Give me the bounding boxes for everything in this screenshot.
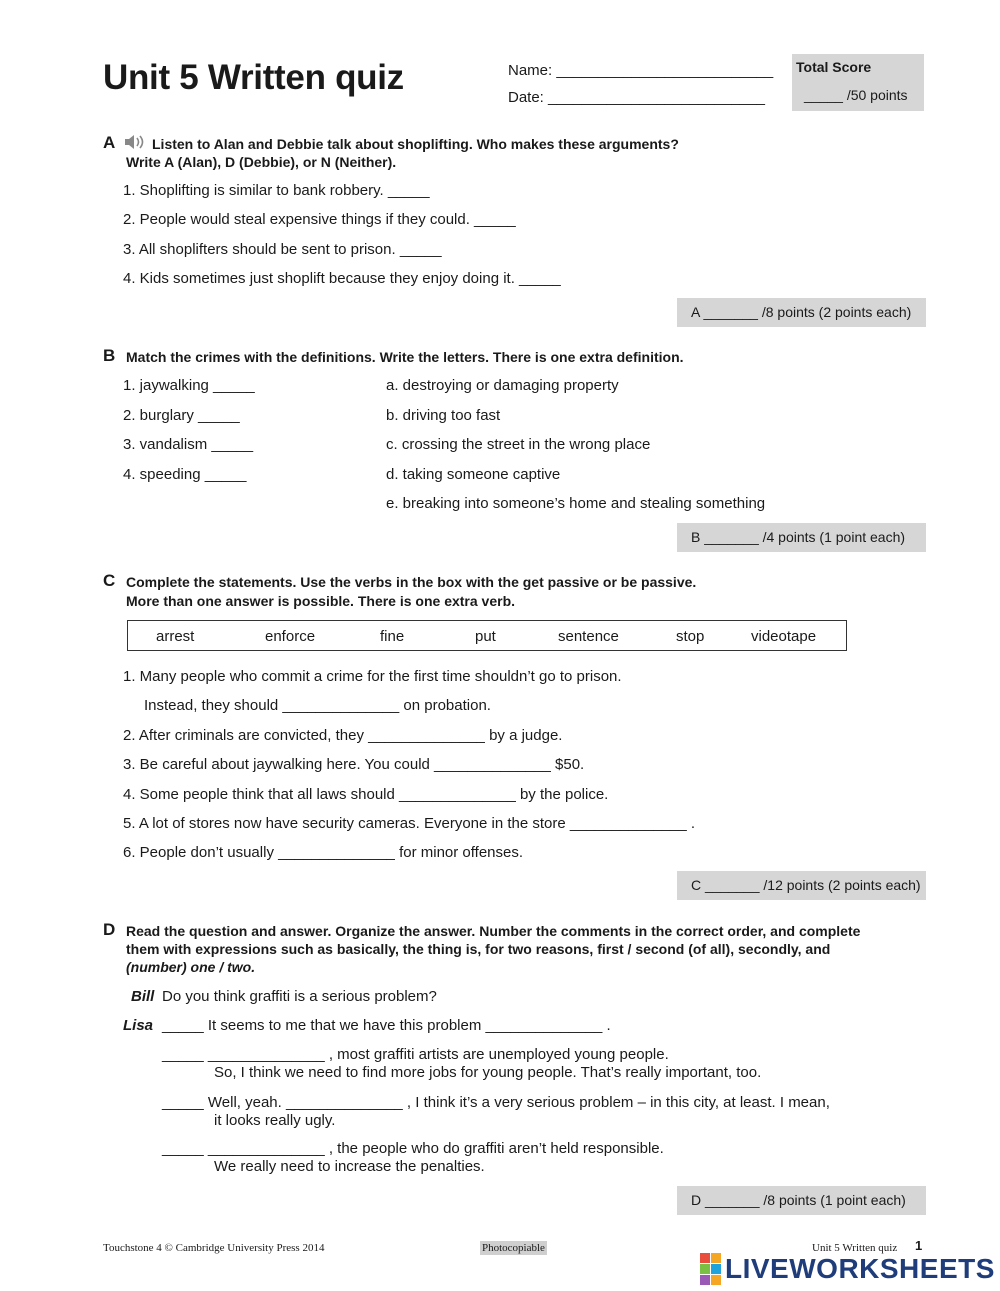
verb-videotape: videotape <box>751 628 817 645</box>
section-c-letter: C <box>103 571 116 590</box>
section-c-item-3[interactable]: 3. Be careful about jaywalking here. You could ______________ $50. <box>123 756 585 773</box>
section-c-instruction-1: Complete the statements. Use the verbs in the box with the get passive or be passive. <box>126 574 697 590</box>
section-a-letter: A <box>103 133 116 152</box>
liveworksheets-text: LIVEWORKSHEETS <box>725 1253 995 1284</box>
total-score-points[interactable]: _____ /50 points <box>804 87 908 103</box>
section-d-instruction-2: them with expressions such as basically, the thing is, for two reasons, first / second (of all), secondly, and <box>126 941 831 957</box>
date-field[interactable]: Date: __________________________ <box>508 89 765 106</box>
verb-box <box>127 620 847 651</box>
total-score-label: Total Score <box>796 59 872 75</box>
verb-enforce: enforce <box>265 628 316 645</box>
lisa-line-4b: We really need to increase the penalties. <box>214 1158 485 1175</box>
lisa-line-3b: it looks really ugly. <box>214 1112 336 1129</box>
footer-photocopiable: Photocopiable <box>482 1242 545 1254</box>
section-d-letter: D <box>103 920 116 939</box>
total-score-box <box>792 54 924 111</box>
footer-quiz-name: Unit 5 Written quiz <box>812 1242 898 1254</box>
page-number: 1 <box>915 1238 923 1253</box>
section-c-item-1b[interactable]: Instead, they should ______________ on probation. <box>144 697 491 714</box>
verb-put: put <box>475 628 496 645</box>
speaker-lisa: Lisa <box>123 1017 154 1034</box>
lisa-line-1[interactable]: _____ It seems to me that we have this problem ______________ . <box>162 1017 611 1034</box>
section-d-instruction-3: (number) one / two. <box>126 959 256 975</box>
section-b-definition-c: c. crossing the street in the wrong place <box>386 436 651 453</box>
lisa-line-2[interactable]: _____ ______________ , most graffiti artists are unemployed young people. <box>162 1046 669 1063</box>
section-b-definition-d: d. taking someone captive <box>386 466 561 483</box>
section-a-item-2[interactable]: 2. People would steal expensive things if they could. _____ <box>123 211 516 228</box>
verb-stop: stop <box>676 628 705 645</box>
section-b-crime-3[interactable]: 3. vandalism _____ <box>123 436 254 453</box>
section-b-points: B _______ /4 points (1 point each) <box>677 523 926 552</box>
section-a-item-3[interactable]: 3. All shoplifters should be sent to prison. _____ <box>123 241 442 258</box>
section-b-definition-a: a. destroying or damaging property <box>386 377 619 394</box>
section-a-item-1[interactable]: 1. Shoplifting is similar to bank robbery. _____ <box>123 182 430 199</box>
verb-sentence: sentence <box>558 628 619 645</box>
section-b-definition-b: b. driving too fast <box>386 407 501 424</box>
section-b-crime-4[interactable]: 4. speeding _____ <box>123 466 247 483</box>
section-c-item-2[interactable]: 2. After criminals are convicted, they ______________ by a judge. <box>123 727 563 744</box>
section-b-instruction: Match the crimes with the definitions. Write the letters. There is one extra definition. <box>126 349 684 365</box>
name-field[interactable]: Name: __________________________ <box>508 62 774 79</box>
page-title: Unit 5 Written quiz <box>103 58 404 97</box>
section-b-definition-e: e. breaking into someone’s home and stealing something <box>386 495 766 512</box>
section-a-instruction-2: Write A (Alan), D (Debbie), or N (Neither). <box>126 154 397 170</box>
section-c-item-1: 1. Many people who commit a crime for the first time shouldn’t go to prison. <box>123 668 622 685</box>
bill-question: Do you think graffiti is a serious problem? <box>162 988 437 1005</box>
section-a-item-4[interactable]: 4. Kids sometimes just shoplift because they enjoy doing it. _____ <box>123 270 561 287</box>
verb-fine: fine <box>380 628 405 645</box>
section-c-instruction-2: More than one answer is possible. There is one extra verb. <box>126 593 516 609</box>
verb-arrest: arrest <box>156 628 195 645</box>
speaker-icon[interactable] <box>124 134 146 155</box>
lisa-line-3[interactable]: _____ Well, yeah. ______________ , I think it’s a very serious problem – in this city, at least. I mean, <box>162 1094 830 1111</box>
section-c-points: C _______ /12 points (2 points each) <box>677 871 926 900</box>
section-d-instruction-1: Read the question and answer. Organize the answer. Number the comments in the correct order, and complete <box>126 923 861 939</box>
section-d-points: D _______ /8 points (1 point each) <box>677 1186 926 1215</box>
section-b-letter: B <box>103 346 116 365</box>
lisa-line-4[interactable]: _____ ______________ , the people who do graffiti aren’t held responsible. <box>162 1140 664 1157</box>
liveworksheets-logo-icon <box>700 1253 721 1285</box>
lisa-line-2b: So, I think we need to find more jobs for young people. That’s really important, too. <box>214 1064 762 1081</box>
speaker-bill: Bill <box>131 988 155 1005</box>
section-c-item-6[interactable]: 6. People don’t usually ______________ for minor offenses. <box>123 844 524 861</box>
section-c-item-5[interactable]: 5. A lot of stores now have security cameras. Everyone in the store ______________ . <box>123 815 696 832</box>
section-b-crime-1[interactable]: 1. jaywalking _____ <box>123 377 255 394</box>
footer-copyright: Touchstone 4 © Cambridge University Press 2014 <box>103 1242 325 1254</box>
section-a-instruction-1: Listen to Alan and Debbie talk about shoplifting. Who makes these arguments? <box>152 136 679 152</box>
section-a-points: A _______ /8 points (2 points each) <box>677 298 926 327</box>
liveworksheets-watermark <box>700 1253 995 1285</box>
section-c-item-4[interactable]: 4. Some people think that all laws should ______________ by the police. <box>123 786 609 803</box>
section-b-crime-2[interactable]: 2. burglary _____ <box>123 407 240 424</box>
